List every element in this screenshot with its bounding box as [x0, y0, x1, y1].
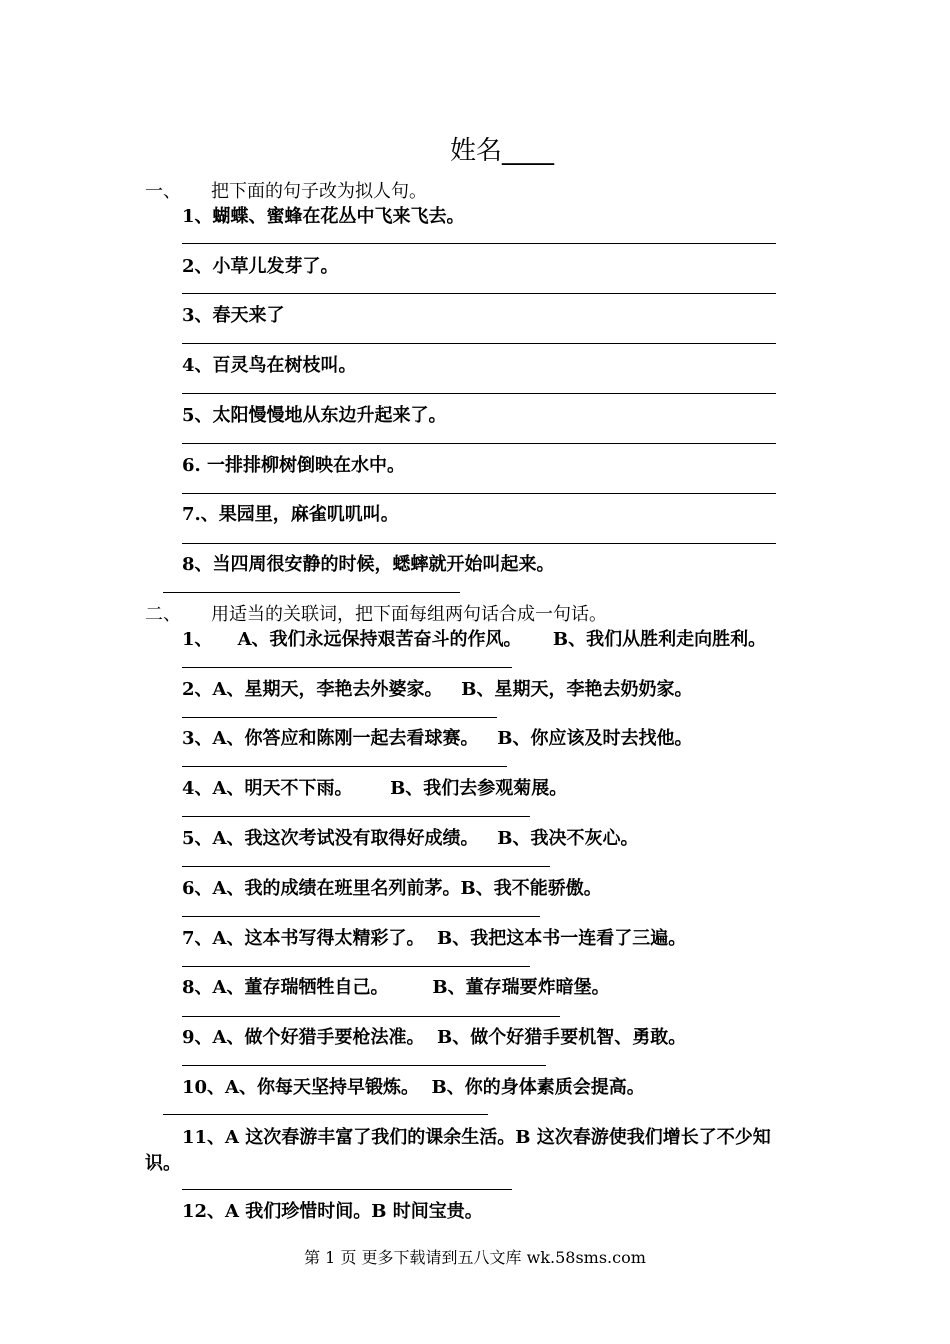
section1-item-5: 5、太阳慢慢地从东边升起来了。 — [182, 405, 447, 426]
answer-line[interactable] — [182, 293, 776, 294]
answer-line[interactable] — [182, 667, 512, 668]
section2-instruction: 用适当的关联词，把下面每组两句话合成一句话。 — [211, 604, 607, 625]
answer-line[interactable] — [182, 1016, 560, 1017]
section2-item-6: 6、A、我的成绩在班里名列前茅。B、我不能骄傲。 — [182, 878, 602, 899]
page-footer: 第 1 页 更多下载请到五八文库 wk.58sms.com — [304, 1248, 646, 1267]
section2-item-11-continuation: 识。 — [145, 1153, 181, 1174]
section1-item-3: 3、春天来了 — [182, 305, 285, 326]
section1-item-2: 2、小草儿发芽了。 — [182, 256, 339, 277]
section2-number: 二、 — [145, 604, 181, 625]
section1-item-1: 1、蝴蝶、蜜蜂在花丛中飞来飞去。 — [182, 206, 465, 227]
section1-item-4: 4、百灵鸟在树枝叫。 — [182, 355, 357, 376]
section1-instruction: 把下面的句子改为拟人句。 — [211, 181, 427, 202]
answer-line[interactable] — [182, 966, 530, 967]
answer-line[interactable] — [163, 1114, 488, 1115]
section2-item-8: 8、A、董存瑞牺牲自己。 B、董存瑞要炸暗堡。 — [182, 977, 610, 998]
answer-line[interactable] — [182, 766, 507, 767]
answer-line[interactable] — [182, 243, 776, 244]
section1-item-8: 8、当四周很安静的时候，蟋蟀就开始叫起来。 — [182, 554, 555, 575]
section2-item-3: 3、A、你答应和陈刚一起去看球赛。 B、你应该及时去找他。 — [182, 728, 693, 749]
answer-line[interactable] — [182, 393, 776, 394]
answer-line[interactable] — [182, 717, 497, 718]
answer-line[interactable] — [182, 543, 776, 544]
answer-line[interactable] — [182, 493, 776, 494]
section2-item-2: 2、A、星期天，李艳去外婆家。 B、星期天，李艳去奶奶家。 — [182, 679, 693, 700]
section1-number: 一、 — [145, 181, 181, 202]
answer-line[interactable] — [182, 816, 530, 817]
section2-item-11: 11、A 这次春游丰富了我们的课余生活。B 这次春游使我们增长了不少知 — [182, 1127, 771, 1148]
section2-item-9: 9、A、做个好猎手要枪法准。 B、做个好猎手要机智、勇敢。 — [182, 1027, 687, 1048]
answer-line[interactable] — [182, 866, 550, 867]
answer-line[interactable] — [182, 343, 776, 344]
section2-item-4: 4、A、明天不下雨。 B、我们去参观菊展。 — [182, 778, 568, 799]
section2-item-12: 12、A 我们珍惜时间。B 时间宝贵。 — [182, 1201, 483, 1222]
answer-line[interactable] — [163, 592, 460, 593]
section1-item-6: 6. 一排排柳树倒映在水中。 — [182, 455, 406, 476]
section2-item-1: 1、 A、我们永远保持艰苦奋斗的作风。 B、我们从胜利走向胜利。 — [182, 629, 767, 650]
section2-item-10: 10、A、你每天坚持早锻炼。 B、你的身体素质会提高。 — [182, 1077, 645, 1098]
section2-item-7: 7、A、这本书写得太精彩了。 B、我把这本书一连看了三遍。 — [182, 928, 687, 949]
answer-line[interactable] — [182, 443, 776, 444]
answer-line[interactable] — [182, 916, 540, 917]
section1-item-7: 7.、果园里，麻雀叽叽叫。 — [182, 504, 399, 525]
section2-item-5: 5、A、我这次考试没有取得好成绩。 B、我决不灰心。 — [182, 828, 639, 849]
page-title: 姓名____ — [450, 136, 555, 166]
answer-line[interactable] — [182, 1189, 512, 1190]
answer-line[interactable] — [182, 1065, 546, 1066]
